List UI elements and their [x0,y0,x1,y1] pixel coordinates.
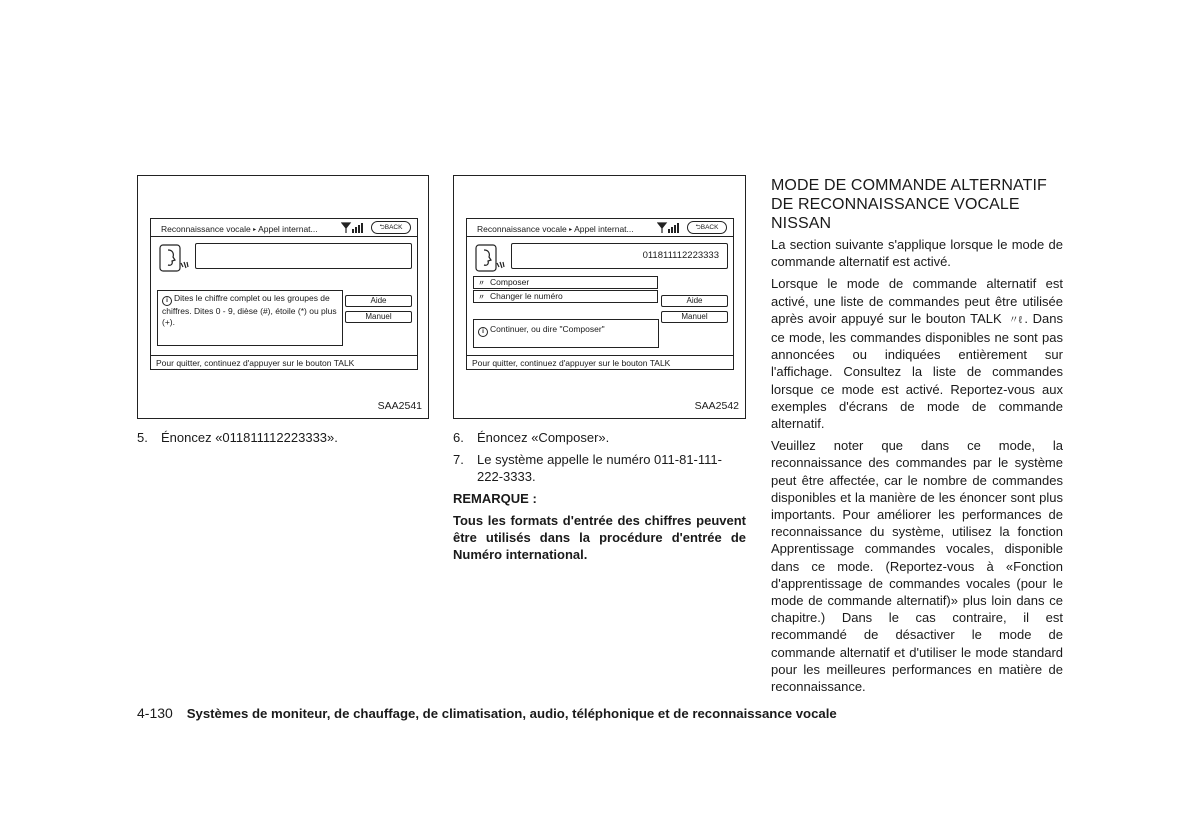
screen-header [477,224,634,234]
remark-title: REMARQUE : [453,491,537,506]
back-arrow-icon: ⮌ [379,224,385,231]
voice-recognition-screen [150,218,418,370]
figure-code: SAA2542 [694,400,739,412]
section-body [771,236,1063,700]
step-text: Énoncez «011811112223333». [161,430,338,445]
manuel-button[interactable]: Manuel [661,311,728,323]
manuel-button[interactable]: Manuel [345,311,412,323]
paragraph-2 [771,275,1063,432]
step-text: Énoncez «Composer». [477,430,610,445]
step-7 [453,451,746,485]
number-input-display [195,243,412,269]
command-changer-numero[interactable] [473,290,658,303]
header-divider [467,236,733,237]
help-message: Continuer, ou dire "Composer" [490,324,605,334]
step-number: 6. [453,430,464,445]
paragraph-2-b: . Dans ce mode, les commandes disponibles ne sont pas annoncées ou indiquées entièrement sur l'affichage. Consultez la liste de commandes lorsque ce mode est activé. Reportez-vous aux exemples d'écrans de mode de commande alternatif. [771,310,1063,432]
back-button[interactable] [687,221,727,234]
talk-button-icon: 〃ℓ [1008,314,1022,326]
page-footer [137,705,837,721]
breadcrumb-arrow-icon: ▸ [253,227,257,233]
help-message: Dites le chiffre complet ou les groupes de chiffres. Dites 0 - 9, dièse (#), étoile (*) ou plus (+). [162,293,337,328]
paragraph-1: La section suivante s'applique lorsque le mode de commande alternatif est activé. [771,237,1063,270]
step-number: 5. [137,430,148,445]
back-arrow-icon: ⮌ [695,224,701,231]
voice-command-icon: 〃 [478,294,485,301]
screen-header-sub: Appel internat... [574,224,634,234]
figure-code: SAA2541 [377,400,422,412]
header-divider [151,236,417,237]
aide-button[interactable]: Aide [661,295,728,307]
figure-saa2541 [137,175,429,419]
command-label: Changer le numéro [490,291,563,301]
paragraph-2-a: Lorsque le mode de commande alternatif est activé, une liste de commandes peut être utilisée après avoir appuyé sur le bouton TALK [771,276,1063,326]
page-number: 4-130 [137,705,173,721]
back-label: BACK [384,224,403,231]
figure-saa2542 [453,175,746,419]
chapter-title: Systèmes de moniteur, de chauffage, de climatisation, audio, téléphonique et de reconnaissance vocale [186,706,837,721]
screen-header-sub: Appel internat... [258,224,318,234]
help-message-box [473,319,659,348]
step-number: 7. [453,452,464,467]
voice-command-icon: 〃 [478,280,485,287]
info-icon: i [162,296,172,306]
signal-strength-icon [341,222,367,234]
section-heading: MODE DE COMMANDE ALTERNATIF DE RECONNAISSANCE VOCALE NISSAN [771,177,1047,232]
back-label: BACK [700,224,719,231]
command-label: Composer [490,277,530,287]
status-message: Pour quitter, continuez d'appuyer sur le bouton TALK [472,358,671,368]
screen-header [161,224,318,234]
status-message: Pour quitter, continuez d'appuyer sur le bouton TALK [156,358,355,368]
step-text: Le système appelle le numéro 011-81-111-222-3333. [477,452,722,484]
screen-header-title: Reconnaissance vocale [477,224,567,234]
status-divider [467,355,733,356]
breadcrumb-arrow-icon: ▸ [569,227,573,233]
status-divider [151,355,417,356]
number-input-display: 011811112223333 [511,243,728,269]
help-message-box [157,290,343,346]
aide-button[interactable]: Aide [345,295,412,307]
screen-header-title: Reconnaissance vocale [161,224,251,234]
back-button[interactable] [371,221,411,234]
command-composer[interactable] [473,276,658,289]
paragraph-3: Veuillez noter que dans ce mode, la reconnaissance des commandes par le système peut être affectée, car le nombre de commandes disponibles et la manière de les énoncer sont plus importants. Pour améliorer les performances de reconnaissance du système, utilisez la fonction Apprentissage commandes vocales, disponible dans ce mode. (Reportez-vous à «Fonction d'apprentissage de commandes vocales (pour le mode de commande alternatif)» plus loin dans ce chapitre.) Dans le cas contraire, il est recommandé de désactiver le mode de commande alternatif et d'utiliser le mode standard pour les meilleures performances en matière de reconnaissance. [771,438,1063,695]
voice-recognition-screen [466,218,734,370]
voice-face-icon [475,244,505,274]
info-icon: i [478,327,488,337]
voice-face-icon [159,244,189,274]
signal-strength-icon [657,222,683,234]
remark-text: Tous les formats d'entrée des chiffres peuvent être utilisés dans la procédure d'entrée de Numéro international. [453,513,746,562]
